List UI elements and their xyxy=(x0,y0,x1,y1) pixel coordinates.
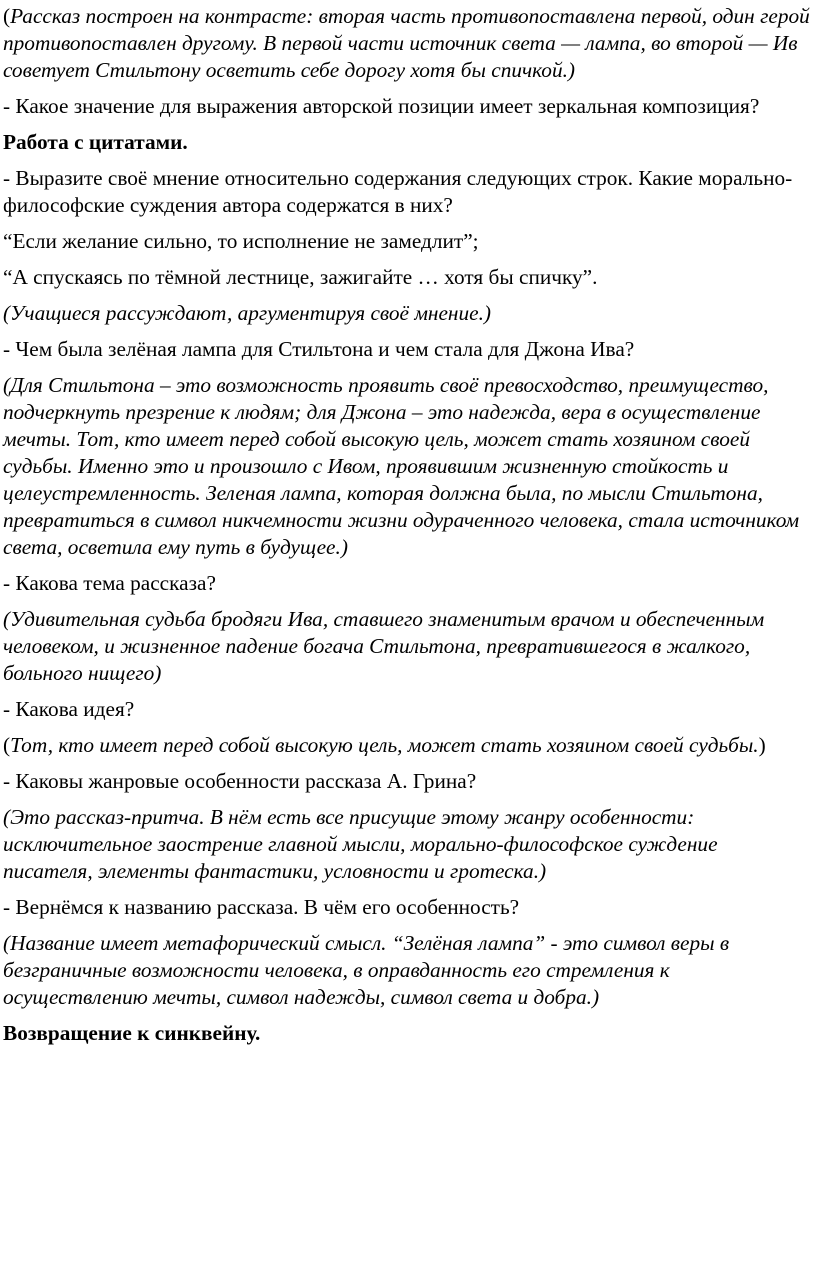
question-opinion-lines: - Выразите своё мнение относительно содержания следующих строк. Какие морально-философские суждения автора содержатся в них? xyxy=(3,166,793,217)
question-genre: - Каковы жанровые особенности рассказа А. Грина? xyxy=(3,769,477,793)
italic-answer-text: Рассказ построен на контрасте: вторая часть противопоставлена первой, один герой противопоставлен другому. В первой части источник света — лампа, во второй — Ив советует Стильтону осветить себе дорогу хотя бы спичкой.) xyxy=(3,4,810,82)
answer-theme: (Удивительная судьба бродяги Ива, ставшего знаменитым врачом и обеспеченным человеком, и жизненное падение богача Стильтона, превратившегося в жалкого, больного нищего) xyxy=(3,607,765,685)
answer-green-lamp: (Для Стильтона – это возможность проявить своё превосходство, преимущество, подчеркнуть презрение к людям; для Джона – это надежда, вера в осуществление мечты. Тот, кто имеет перед собой высокую цель, может стать хозяином своей судьбы. Именно это и произошло с Ивом, проявившим жизненную стойкость и целеустремленность. Зеленая лампа, которая должна была, по мысли Стильтона, превратиться в символ никчемности жизни одураченного человека, стала источником света, осветила ему путь в будущее.) xyxy=(3,373,800,559)
open-paren: ( xyxy=(3,733,11,757)
close-paren: ) xyxy=(758,733,766,757)
open-paren: ( xyxy=(3,4,11,28)
quote-staircase: “А спускаясь по тёмной лестнице, зажигайте … хотя бы спичку”. xyxy=(3,265,598,289)
answer-title: (Название имеет метафорический смысл. “Зелёная лампа” - это символ веры в безграничные возможности человека, в оправданность его стремления к осуществлению мечты, символ надежды, символ света и добра.) xyxy=(3,931,730,1009)
section-heading-cinquain: Возвращение к синквейну. xyxy=(3,1021,261,1045)
section-heading-quotes: Работа с цитатами. xyxy=(3,130,188,154)
answer-students-reason: (Учащиеся рассуждают, аргументируя своё мнение.) xyxy=(3,301,492,325)
quote-desire: “Если желание сильно, то исполнение не замедлит”; xyxy=(3,229,479,253)
question-green-lamp: - Чем была зелёная лампа для Стильтона и чем стала для Джона Ива? xyxy=(3,337,635,361)
answer-idea xyxy=(3,732,812,759)
question-title: - Вернёмся к названию рассказа. В чём его особенность? xyxy=(3,895,520,919)
answer-paragraph-contrast xyxy=(3,3,812,84)
question-idea: - Какова идея? xyxy=(3,697,135,721)
italic-answer-text: Тот, кто имеет перед собой высокую цель, может стать хозяином своей судьбы. xyxy=(10,733,759,757)
answer-genre: (Это рассказ-притча. В нём есть все присущие этому жанру особенности: исключительное заострение главной мысли, морально-философское суждение писателя, элементы фантастики, условности и гротеска.) xyxy=(3,805,718,883)
question-mirror-composition: - Какое значение для выражения авторской позиции имеет зеркальная композиция? xyxy=(3,94,760,118)
question-theme: - Какова тема рассказа? xyxy=(3,571,216,595)
